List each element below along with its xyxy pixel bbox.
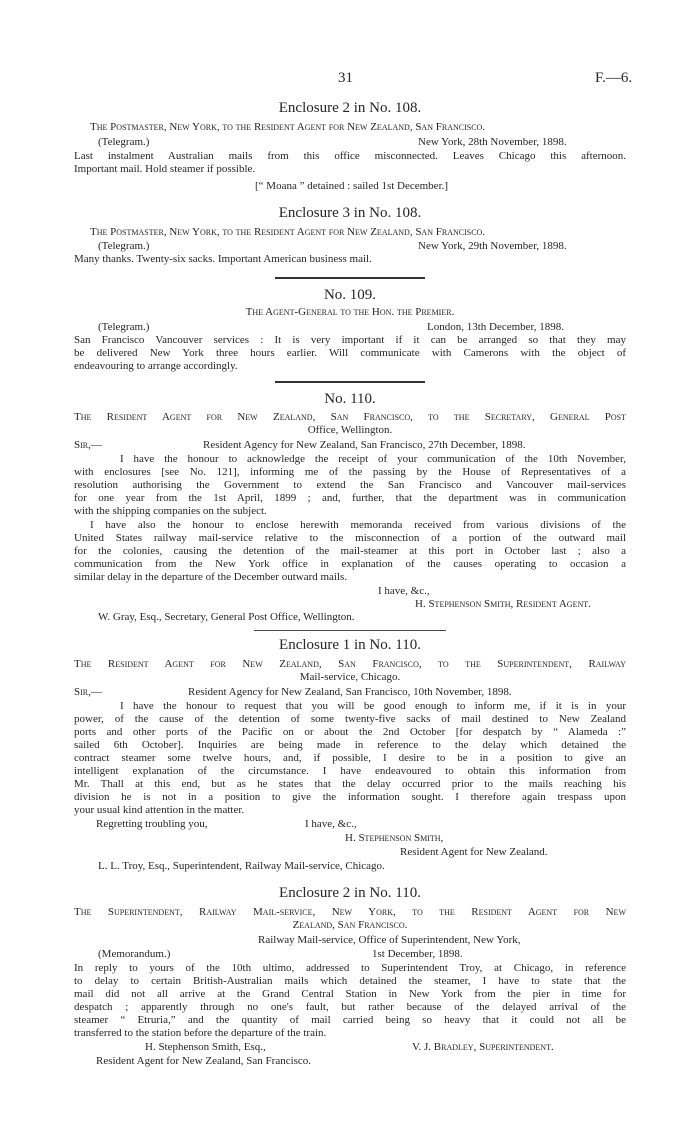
section-heading: Enclosure 3 in No. 108. <box>278 205 422 221</box>
date: 1st December, 1898. <box>372 948 463 960</box>
body-line: your usual kind attention in the matter. <box>74 804 245 816</box>
body-line: I have the honour to request that you will be good enough to inform me, if it is in your <box>120 700 626 712</box>
section-divider <box>254 630 446 631</box>
body-line: with the shipping companies on the subject. <box>74 505 267 517</box>
body-line: ports and other ports of the Pacific on or about the 2nd October [for despatch by “ Alameda :” <box>74 726 626 738</box>
closing: I have, &c., <box>305 818 357 830</box>
sender-address: Railway Mail-service, Office of Superintendent, New York, <box>258 934 521 946</box>
telegram-label: (Telegram.) <box>98 240 150 252</box>
routing-line: The Agent-General to the Hon. the Premier. <box>245 306 455 318</box>
dateline: London, 13th December, 1898. <box>427 321 565 333</box>
page-number: 31 <box>338 70 353 86</box>
dateline: New York, 28th November, 1898. <box>418 136 567 148</box>
section-heading: No. 109. <box>323 287 377 303</box>
telegram-label: (Telegram.) <box>98 321 150 333</box>
signature-title: Resident Agent for New Zealand. <box>400 846 548 858</box>
body-text: Last instalment Australian mails from this office misconnected. Leaves Chicago this afternoon. <box>74 150 626 162</box>
body-line: to delay to certain British-Australian mails which detained the steamer, I have to state that the <box>74 975 626 987</box>
routing-line: Office, Wellington. <box>307 424 393 436</box>
body-line: steamer “ Etruria,” and the quantity of mail carried being so heavy that it could not all be <box>74 1014 626 1026</box>
routing-line: The Postmaster, New York, to the Resident Agent for New Zealand, San Francisco. <box>90 121 486 133</box>
section-heading: Enclosure 2 in No. 110. <box>279 885 421 901</box>
body-line: division he is not in a position to give the information sought. I therefore again trespass upon <box>74 791 626 803</box>
page-reference: F.—6. <box>595 70 633 86</box>
addressee: Resident Agent for New Zealand, San Francisco. <box>96 1055 312 1067</box>
body-line: sailed 6th October]. Inquiries are being made in reference to the delay which detained the <box>74 739 626 751</box>
body-line: United States railway mail-service relative to the misconnection of a portion of the outward mail <box>74 532 626 544</box>
signature: V. J. Bradley, Superintendent. <box>412 1041 554 1053</box>
closing: I have, &c., <box>378 585 430 597</box>
body-text: endeavouring to arrange accordingly. <box>74 360 238 372</box>
body-line: similar delay in the departure of the December outward mails. <box>74 571 348 583</box>
body-line: mail did not all arrive at the Grand Central Station in New York from the pier in time for <box>74 988 626 1000</box>
body-line: I have the honour to acknowledge the receipt of your communication of the 10th November, <box>120 453 626 465</box>
body-line: In reply to yours of the 10th ultimo, addressed to Superintendent Troy, at Chicago, in reference <box>74 962 626 974</box>
body-line: for one year from the 1st April, 1899 ; and, further, that the department was in communication <box>74 492 626 504</box>
routing-line: Mail-service, Chicago. <box>299 671 401 683</box>
body-line: intelligent explanation of the circumstance. I have endeavoured to obtain this information from <box>74 765 626 777</box>
routing-line: The Postmaster, New York, to the Resident Agent for New Zealand, San Francisco. <box>90 226 486 238</box>
section-heading: Enclosure 1 in No. 110. <box>279 637 421 653</box>
dateline: Resident Agency for New Zealand, San Francisco, 10th November, 1898. <box>188 686 512 698</box>
routing-line: The Superintendent, Railway Mail-service, New York, to the Resident Agent for New <box>74 906 626 918</box>
addressee: L. L. Troy, Esq., Superintendent, Railway Mail-service, Chicago. <box>98 860 385 872</box>
body-line: communication from the New York office in explanation of the causes operating to occasion a <box>74 558 626 570</box>
body-line: power, of the cause of the detention of some twenty-five sacks of mail destined to New Zealand <box>74 713 626 725</box>
body-line: with enclosures [see No. 121], informing me of the passing by the House of Representatives of a <box>74 466 626 478</box>
body-text: San Francisco Vancouver services : It is very important if it can be arranged so that they may <box>74 334 626 346</box>
body-line: resolution authorising the Government to extend the San Francisco and Vancouver mail-services <box>74 479 626 491</box>
section-divider <box>275 277 425 279</box>
telegram-label: (Telegram.) <box>98 136 150 148</box>
body-line: contract steamer some twelve hours, and, if possible, I desire to be in a position to give an <box>74 752 626 764</box>
salutation: Sir,— <box>74 439 102 451</box>
editorial-note: [“ Moana ” detained : sailed 1st December.] <box>255 180 449 192</box>
memorandum-label: (Memorandum.) <box>98 948 171 960</box>
body-line: Mr. Thall at this end, but as he states that the delay occurred prior to the mails reaching his <box>74 778 626 790</box>
signature: H. Stephenson Smith, Resident Agent. <box>415 598 591 610</box>
dateline: New York, 29th November, 1898. <box>418 240 567 252</box>
body-text: be delivered New York three hours earlier. Will communicate with Camerons with the object of <box>74 347 626 359</box>
dateline: Resident Agency for New Zealand, San Francisco, 27th December, 1898. <box>203 439 526 451</box>
routing-line: The Resident Agent for New Zealand, San Francisco, to the Superintendent, Railway <box>74 658 626 670</box>
body-line: despatch ; apparently through no one's fault, but rather because of the delayed arrival of the <box>74 1001 626 1013</box>
body-line: I have also the honour to enclose herewith memoranda received from various divisions of the <box>90 519 626 531</box>
section-heading: No. 110. <box>324 391 376 407</box>
addressee: W. Gray, Esq., Secretary, General Post Office, Wellington. <box>98 611 355 623</box>
body-line: for the colonies, causing the detention of the mail-steamer at this port in October last ; also a <box>74 545 626 557</box>
addressee: H. Stephenson Smith, Esq., <box>145 1041 266 1053</box>
salutation: Sir,— <box>74 686 102 698</box>
body-line: transferred to the station before the departure of the train. <box>74 1027 327 1039</box>
body-text: Many thanks. Twenty-six sacks. Important American business mail. <box>74 253 372 265</box>
routing-line: Zealand, San Francisco. <box>292 919 408 931</box>
section-heading: Enclosure 2 in No. 108. <box>278 100 422 116</box>
body-text: Important mail. Hold steamer if possible. <box>74 163 256 175</box>
regretting: Regretting troubling you, <box>96 818 208 830</box>
signature: H. Stephenson Smith, <box>345 832 444 844</box>
section-divider <box>275 381 425 383</box>
routing-line: The Resident Agent for New Zealand, San Francisco, to the Secretary, General Post <box>74 411 626 423</box>
